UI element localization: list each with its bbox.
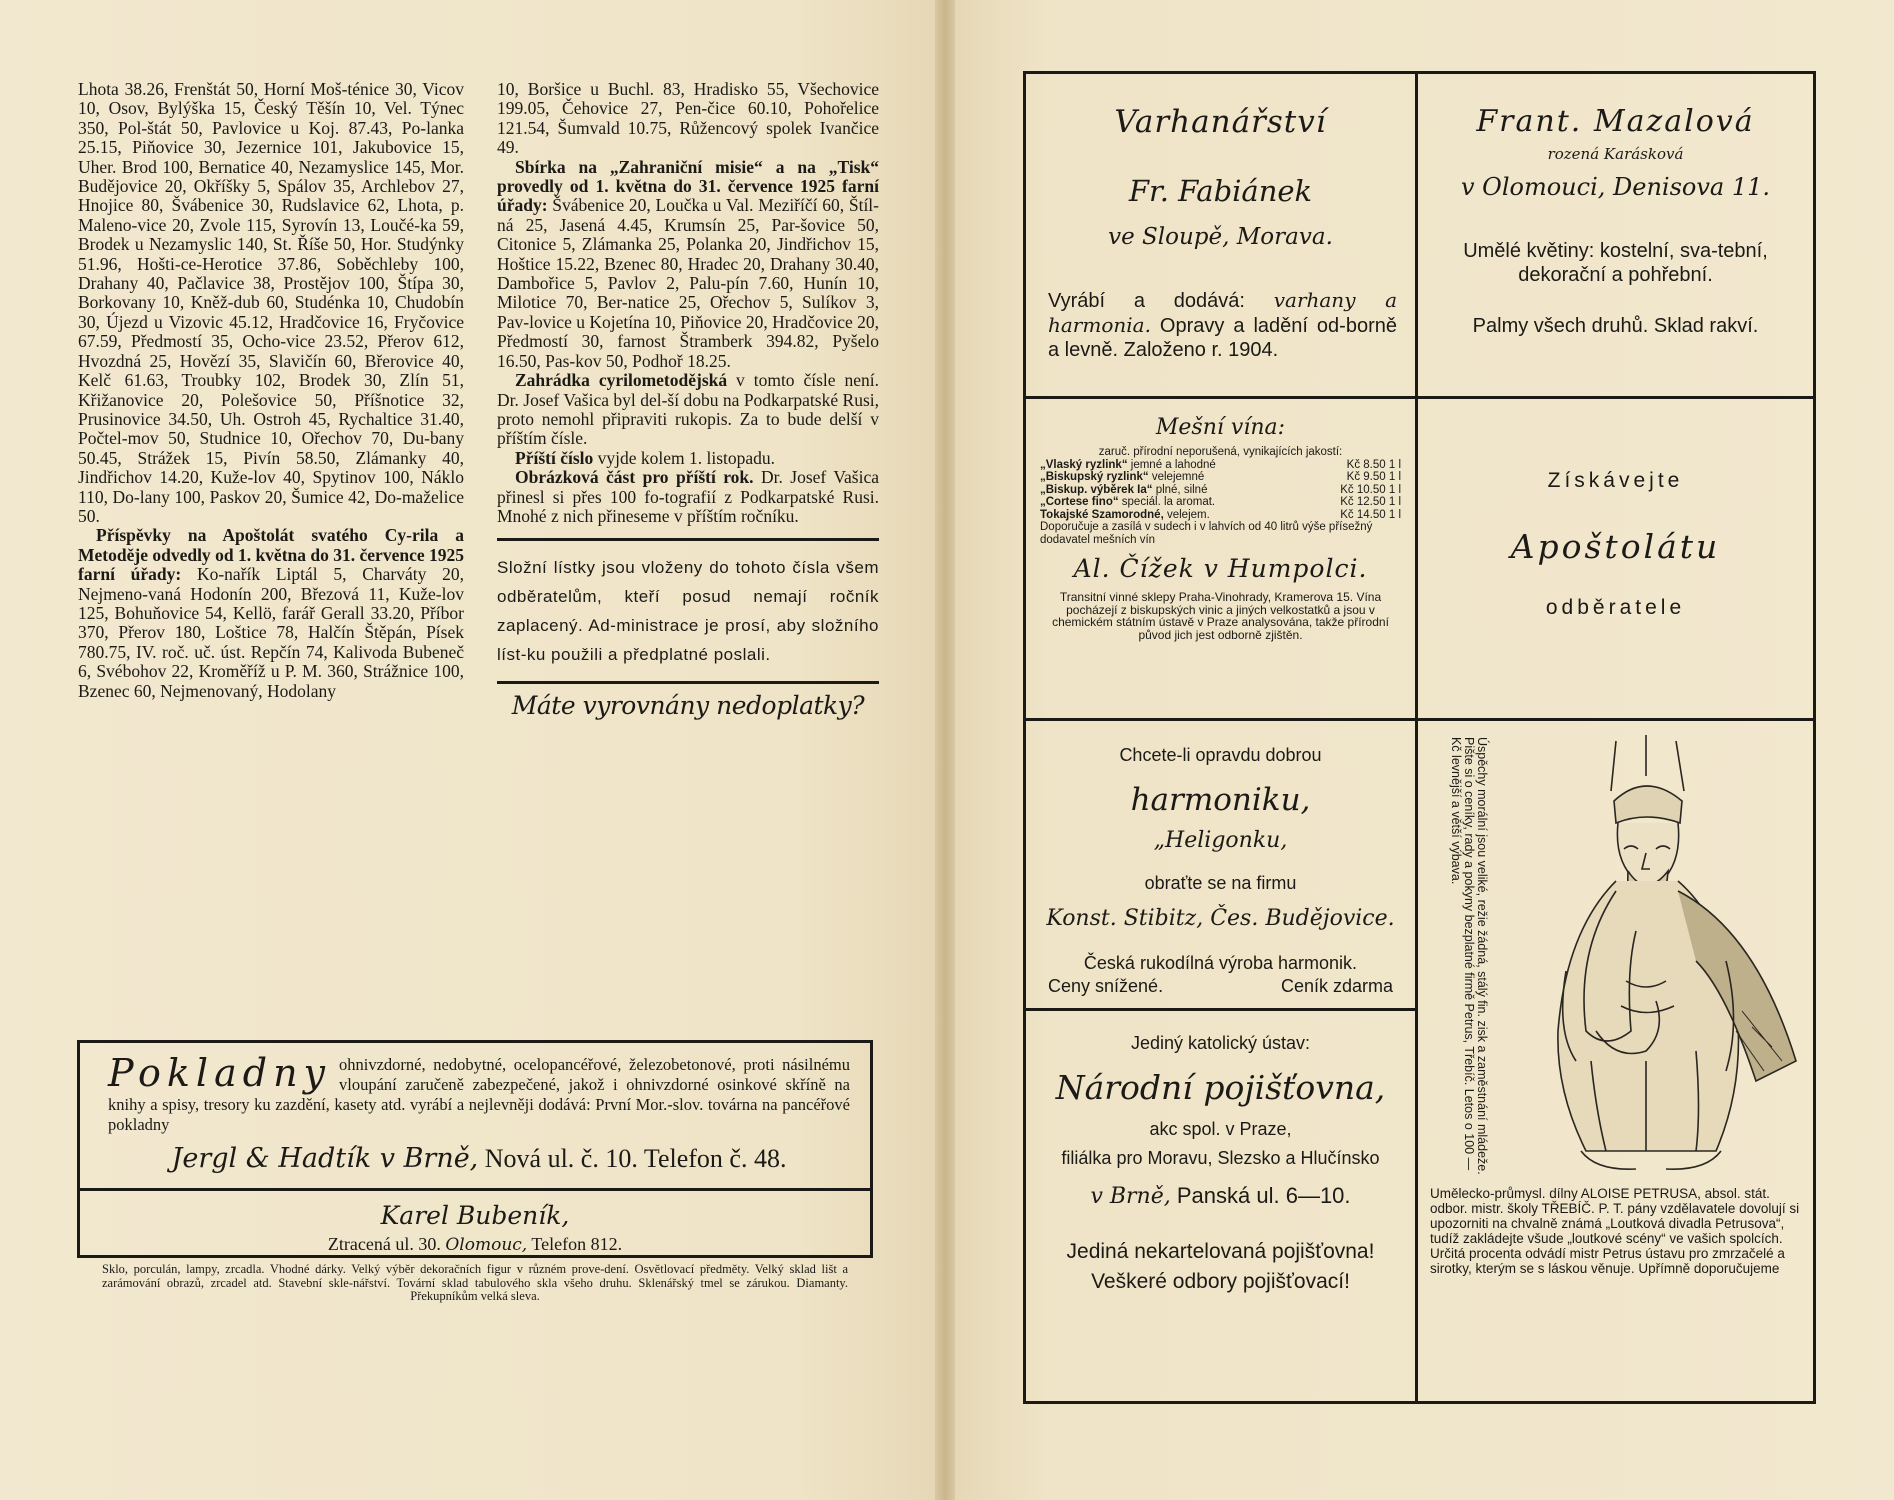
bubenik-name: Karel Bubeník, — [380, 1201, 570, 1230]
puppet-ad-text: Umělecko-průmysl. dílny ALOISE PETRUSA, absol. stát. odbor. mistr. školy TŘEBÍČ. P. T. pány vzdělavatele dovolují si upozorniti na chvalně známá „Loutková divadla Petrusova“, tudíž zakládejte všude „loutkové scény“ ve vašich spolcích. Určitá procenta odvádí mistr Petrus ústavu pro zmrzačelé a sirotky, kterým se s láskou věnuje. Upřímně doporučujeme — [1430, 1186, 1800, 1276]
garden-heading: Zahrádka cyrilometodějská — [515, 370, 728, 391]
bubenik-street: Ztracená ul. 30. — [327, 1234, 446, 1254]
divider — [497, 681, 879, 684]
puppet-illustration — [1496, 731, 1806, 1181]
wine-item — [1040, 459, 1216, 472]
bubenik-city: Olomouc, — [445, 1235, 528, 1255]
apostolate-line-3: odběratele — [1545, 596, 1686, 619]
florist-palms: Palmy všech druhů. Sklad rakví. — [1472, 315, 1759, 337]
florist-text: Umělé květiny: kostelní, sva-tební, dekorační a pohřební. — [1463, 240, 1768, 286]
insurance-city: v Brně, — [1090, 1184, 1171, 1209]
cyril-methodius-list: Ko-nařík Liptál 5, Charváty 20, Nejmeno-vaná Hodonín 200, Březová 11, Kuže-lov 125, Bohuňovice 54, Kellö, farář Gerall 33.20, Příbor 370, Přerov 180, Loštice 78, Halčín Štěpán, Písek 780.75, IV. roč. uč. úst. Repčín 74, Kalivoda Bubeneč 6, Svébohov 22, Kroměříž u P. M. 360, Strážnice 100, Bzenec 60, Nejmenovaný, Hodolany — [78, 564, 464, 701]
organ-builder-place: ve Sloupě, Morava. — [1108, 224, 1333, 250]
florist-ad — [1418, 74, 1813, 399]
arrears-question: Máte vyrovnány nedoplatky? — [511, 691, 865, 721]
wine-item-desc: velejemné — [1148, 471, 1205, 483]
wine-item-desc: jemné a lahodné — [1127, 458, 1216, 471]
next-issue-notice — [497, 449, 879, 468]
safes-ad-text: ohnivzdorné, nedobytné, ocelopancéřové, železobetonové, proti násilnému vloupání zaručeně zabezpečené, jakož i ohnivzdorné osinkové skříně na knihy a spisy, tresory ku zazdění, kasety atd. vyrábí a nejlevněji dodává: První Mor.-slov. továrna na pancéřové pokladny — [108, 1055, 850, 1134]
missions-list: Švábenice 20, Loučka u Val. Meziříčí 60, Štíl-ná 25, Jasená 4.45, Krumsín 25, Par-šovice 50, Citonice 5, Zlámanka 25, Polanka 20, Jindřichov 15, Hoštice 15.22, Bzenec 80, Hradec 20, Drahany 30.40, Dambořice 5, Pavlov 2, Palu-pín 7.60, Hunín 10, Milotice 70, Ber-natice 25, Ořechov 5, Sulíkov 3, Pav-lovice u Kojetína 10, Piňovice 20, Hradčovice 20, Předmostí 30, farnost Štramberk 394.82, Pyšelo 16.50, Pas-kov 50, Podhoř 18.25. — [497, 195, 879, 371]
harmonica-line-3: „Heligonku, — [1153, 828, 1288, 853]
insurance-line-4: filiálka pro Moravu, Slezsko a Hlučínsko — [1061, 1148, 1380, 1168]
safes-ad-top — [80, 1043, 870, 1191]
florist-address: v Olomouci, Denisova 11. — [1460, 173, 1771, 201]
insurance-line-1: Jediný katolický ústav: — [1130, 1033, 1311, 1053]
book-gutter — [935, 0, 955, 1500]
wine-price-list — [1040, 459, 1401, 522]
puppet-vertical-text: Úspěchy morální jsou veliké, režie žádná, stálý fin. zisk a zaměstnání mládeže. Pište si o ceníky, rady a pokyny bezplatné firmě Petrus, Třebíč. Letos o 100 — Kč levnější a větší výbava. — [1449, 737, 1489, 1175]
safes-ad-signature — [108, 1143, 850, 1174]
organ-builder-name: Fr. Fabiánek — [1128, 174, 1313, 208]
donation-list-continued: Lhota 38.26, Frenštát 50, Horní Moš-ténice 30, Vicov 10, Osov, Bylýška 15, Český Těšín 10, Vel. Týnec 350, Pol-štát 50, Pavlovice u Koj. 87.43, Po-lanka 25.15, Piňovice 30, Jezernice 101, Jakubovice 15, Uher. Brod 100, Bernatice 40, Nezamyslice 145, Mor. Budějovice 20, Okříšky 5, Spálov 35, Archlebov 27, Hnojice 80, Švábenice 30, Rudslavice 62, Lhota, p. Maleno-vice 20, Zvole 115, Syrovín 13, Loučé-ka 59, Brodek u Nezamyslic 140, St. Říše 50, Hor. Studýnky 51.96, Hošti-ce-Herotice 37.86, Soběchleby 100, Drahany 40, Pačlavice 38, Prostějov 100, Štípa 30, Borkovany 10, Kněž-dub 60, Studénka 10, Chudobín 30, Újezd u Vizovic 45.12, Hradčovice 16, Fryčovice 67.59, Předmostí 35, Ocho-vice 23.52, Přerov 612, Hvozdná 25, Hovězí 35, Slavičín 60, Břerovice 40, Kelč 61.63, Troubky 102, Brodek 30, Zlín 51, Křižanovice 20, Polešovice 50, Příšnotice 32, Prusinovice 34.50, Uh. Ostroh 45, Rychaltice 31.40, Počtel-mov 50, Studnice 10, Ořechov 70, Du-bany 50.45, Strážek 15, Pivín 58.50, Zlámanky 40, Jindřichov 14.20, Kuže-lov 40, Spytinov 100, Náklo 110, Do-lany 100, Paskov 20, Šumice 42, Do-maželice 50. — [78, 79, 464, 526]
wine-price-row — [1040, 484, 1401, 497]
picture-section-notice — [497, 468, 879, 526]
wine-item-name: Tokajské Szamorodné, — [1040, 508, 1164, 521]
wine-item — [1040, 471, 1204, 484]
organ-builder-text-c: Opravy a ladění od-borně a levně. Založeno r. 1904. — [1048, 315, 1397, 361]
wine-item-name: „Vlaský ryzlink“ — [1040, 458, 1128, 471]
advertisement-frame — [1023, 71, 1816, 1404]
insurance-street: Panská ul. 6—10. — [1170, 1183, 1351, 1208]
divider — [497, 538, 879, 541]
bubenik-description: Sklo, porculán, lampy, zrcadla. Vhodné dárky. Velký výběr dekoračních figur v různém prove-dení. Osvětlovací předměty. Velký sklad lišt a zarámování obrazů, zrcadel atd. Stavební skle-nářství. Tovární sklad tabulového skla všeho druhu. Sklenářský tmel se zárukou. Diamanty. Překupníkům velká sleva. — [102, 1262, 848, 1303]
wine-item-name: „Biskup. výběrek Ia“ — [1040, 483, 1153, 496]
wine-item-price: Kč 14.50 1 l — [1340, 508, 1401, 521]
insurance-line-3: akc spol. v Praze, — [1149, 1119, 1292, 1139]
organ-builder-text — [1048, 288, 1397, 362]
insurance-name: Národní pojišťovna, — [1055, 1068, 1386, 1107]
wine-item-price: Kč 10.50 1 l — [1340, 483, 1401, 496]
wine-title: Mešní vína: — [1155, 415, 1286, 440]
contributions-continued: 10, Boršice u Buchl. 83, Hradisko 55, Všechovice 199.05, Čehovice 27, Pen-čice 60.10, Pohořelice 121.54, Šumvald 10.75, Růžencový spolek Ivančice 49. — [497, 79, 879, 158]
puppet-theatre-ad — [1418, 721, 1813, 1401]
organ-builder-title: Varhanářství — [1114, 104, 1327, 140]
wine-item-desc: plné, silné — [1152, 483, 1208, 496]
bubenik-address — [80, 1234, 870, 1255]
wine-note: Doporučuje a zasílá v sudech i v lahvích od 40 litrů výše přísežný dodavatel mešních vín — [1040, 521, 1373, 546]
wine-item — [1040, 496, 1215, 509]
apostolate-line-1: Získávejte — [1547, 469, 1684, 492]
organ-builder-ad — [1026, 74, 1418, 399]
harmonica-line-6: Česká rukodílná výroba harmonik. — [1083, 953, 1358, 973]
wine-item-name: „Cortese fino“ — [1040, 496, 1119, 508]
harmonica-firm: Konst. Stibitz, Čes. Budějovice. — [1046, 906, 1395, 931]
picture-section-text: Dr. Josef Vašica přinesl si přes 100 fo-tografií z Podkarpatské Rusi. Mnohé z nich přineseme v příštím ročníku. — [497, 467, 879, 526]
harmonica-prices: Ceny snížené. — [1048, 976, 1164, 996]
wine-firm: Al. Čížek v Humpolci. — [1073, 554, 1368, 583]
organ-builder-products: varhany a harmonia. — [1048, 288, 1397, 337]
apostolate-line-2: Apoštolátu — [1510, 527, 1721, 566]
harmonica-line-1: Chcete-li opravdu dobrou — [1119, 745, 1322, 765]
organ-builder-text-a: Vyrábí a dodává: — [1048, 290, 1274, 312]
cyril-methodius-contributions — [78, 526, 464, 701]
missions-collection — [497, 158, 879, 371]
wine-item-name: „Biskupský ryzlink“ — [1040, 471, 1149, 483]
picture-section-heading: Obrázková část pro příští rok. — [515, 467, 754, 488]
safes-ad-title: Pokladny — [108, 1051, 332, 1095]
safes-advertisement — [77, 1040, 873, 1303]
harmonica-catalogue: Ceník zdarma — [1280, 976, 1393, 996]
harmonica-line-2: harmoniku, — [1130, 782, 1311, 818]
wine-price-row — [1040, 496, 1401, 509]
safes-ad-firm: Jergl & Hadtík v Brně, — [171, 1143, 479, 1174]
harmonica-ad — [1026, 721, 1418, 1011]
missions-heading: Sbírka na „Zahraniční misie“ a na „Tisk“ provedly od 1. května do 31. července 1925 farní úřady: — [497, 156, 879, 216]
garden-text: v tomto čísle není. Dr. Josef Vašica byl del-ší dobu na Podkarpatské Rusi, proto nemohl připraviti rukopis. Za to bude delší v příštím čísle. — [497, 370, 879, 449]
cyril-methodius-heading: Příspěvky na Apoštolát svatého Cy-rila a Metoděje odvedly od 1. května do 31. července 1925 farní úřady: — [78, 525, 464, 585]
harmonica-line-7 — [1048, 976, 1393, 997]
insurance-slogan-2: Veškeré odbory pojišťovací! — [1091, 1270, 1350, 1293]
apostolate-ad — [1418, 399, 1813, 721]
wine-price-row — [1040, 459, 1401, 472]
florist-name: Frant. Mazalová — [1476, 104, 1755, 139]
right-column — [497, 79, 879, 721]
wine-item-desc: speciál. la aromat. — [1118, 496, 1216, 508]
insurance-address — [1026, 1183, 1415, 1209]
payment-slip-notice: Složní lístky jsou vloženy do tohoto čísla všem odběratelům, kteří posud nemají ročník zaplacený. Ad-ministrace je prosí, aby složního líst-ku použili a předplatné poslali. — [497, 558, 879, 665]
wine-item — [1040, 484, 1207, 497]
bubenik-advertisement — [80, 1193, 870, 1304]
insurance-slogan-1: Jediná nekartelovaná pojišťovna! — [1066, 1240, 1375, 1263]
wine-item-price: Kč 8.50 1 l — [1346, 458, 1401, 471]
wine-description: Transitní vinné sklepy Praha-Vinohrady, Kramerova 15. Vína pocházejí z biskupských vinic a jiných velkostatků a jsou v chemickém státním ústavě v Praze analysována, takže přírodní původ jich jest odborně zjištěn. — [1052, 590, 1389, 642]
wine-item-price: Kč 12.50 1 l — [1340, 496, 1401, 508]
next-issue-text: vyjde kolem 1. listopadu. — [593, 447, 776, 468]
left-column — [78, 80, 464, 701]
insurance-ad — [1026, 1011, 1418, 1401]
wine-ad — [1026, 399, 1418, 721]
next-issue-heading: Příští číslo — [515, 447, 594, 468]
bubenik-phone: Telefon 812. — [527, 1234, 623, 1254]
left-page — [0, 0, 935, 1500]
wine-item-desc: velejem. — [1163, 508, 1210, 521]
wine-price-row — [1040, 471, 1401, 484]
safes-ad-address: Nová ul. č. 10. Telefon č. 48. — [478, 1144, 787, 1173]
harmonica-line-4: obraťte se na firmu — [1144, 873, 1297, 893]
wine-intro: zaruč. přírodní neporušená, vynikajících jakostí: — [1098, 446, 1343, 458]
wine-item — [1040, 509, 1210, 522]
puppet-vertical-note — [1418, 737, 1488, 1177]
insurance-slogan — [1026, 1237, 1415, 1297]
garden-notice — [497, 371, 879, 449]
florist-maiden-name: rozená Karásková — [1547, 145, 1684, 163]
wine-price-row — [1040, 509, 1401, 522]
wine-item-price: Kč 9.50 1 l — [1346, 471, 1401, 483]
